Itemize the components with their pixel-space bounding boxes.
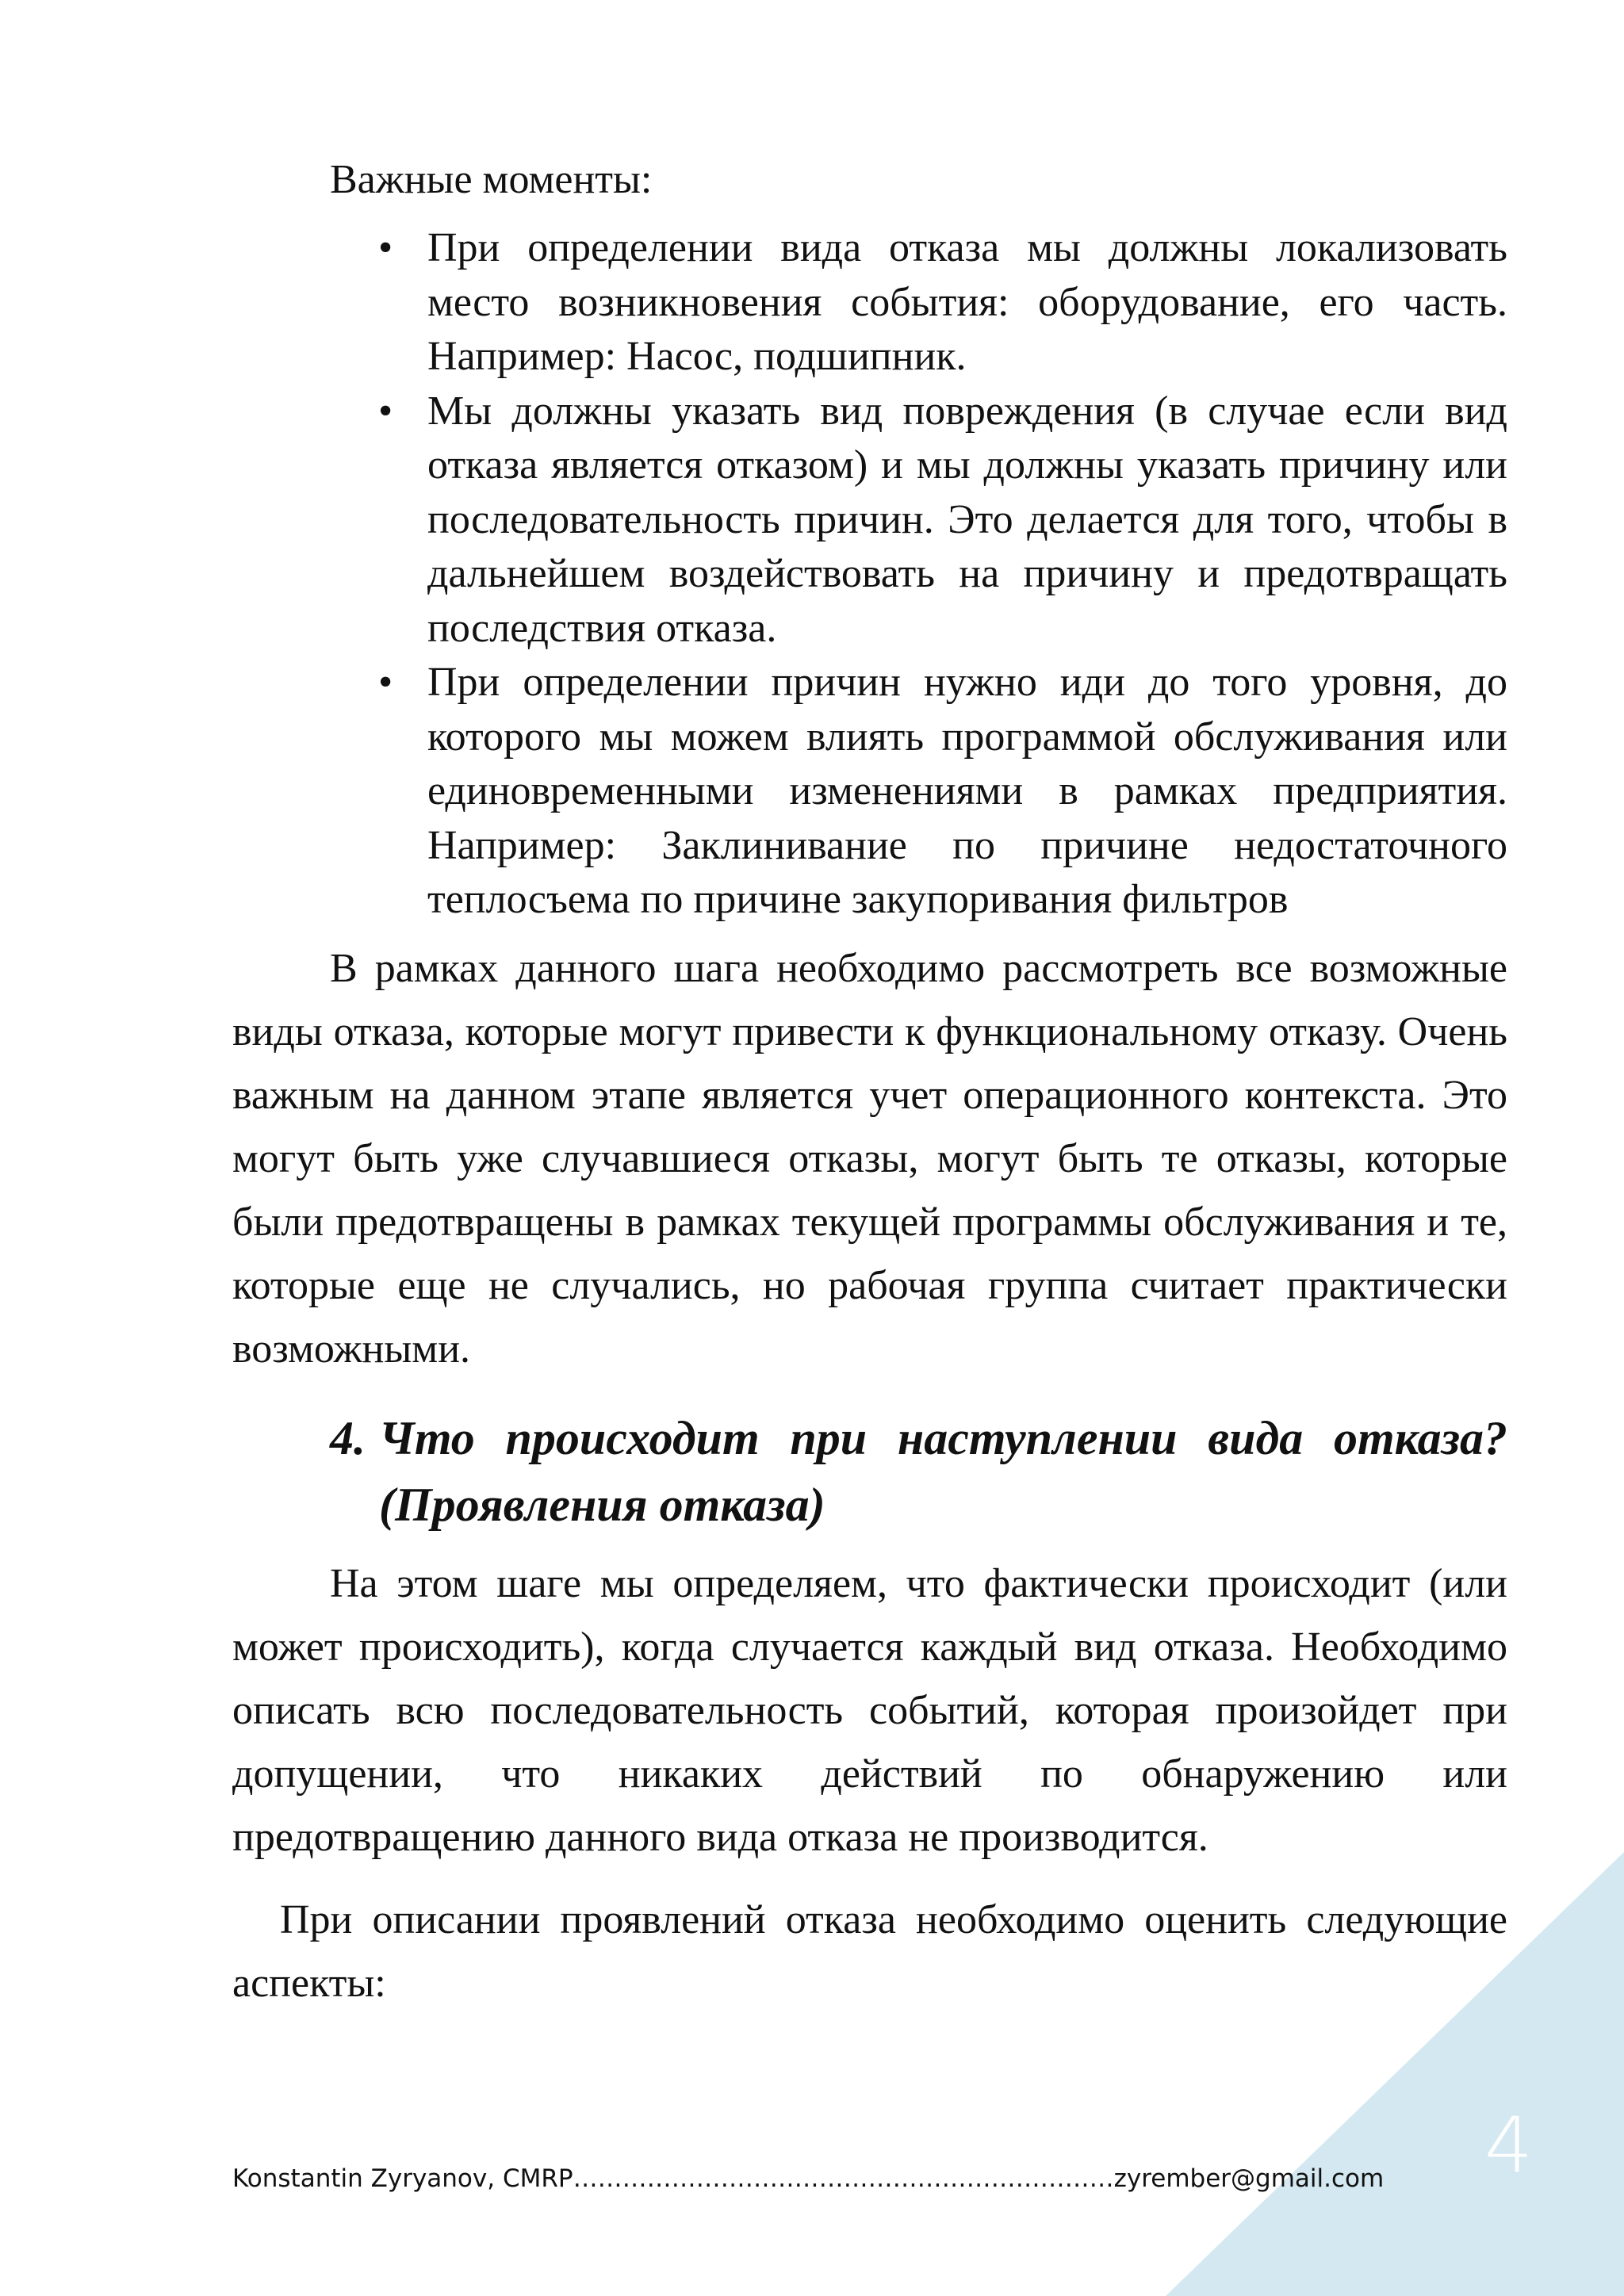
section-number: 4.	[330, 1411, 366, 1464]
page-footer: Konstantin Zyryanov, CMRP…………………………………………………………zyrember@gmail.com	[232, 2164, 1385, 2193]
page-number: 4	[1484, 2101, 1534, 2190]
bullet-item: • При определении причин нужно иди до того уровня, до которого мы можем влиять программой обслуживания или единовременными изменениями в рамках предприятия. Например: Заклинивание по причине недостаточного теплосъема по причине закупоривания фильтров	[427, 656, 1507, 928]
paragraph: На этом шаге мы определяем, что фактически происходит (или может происходить), когда случается каждый вид отказа. Необходимо описать всю последовательность событий, которая произойдет при допущении, что никаких действий по обнаружению или предотвращению данного вида отказа не производится.	[232, 1560, 1507, 1860]
page-content	[232, 147, 1507, 2015]
section-title: Что происходит при наступлении вида отказа? (Проявления отказа)	[379, 1411, 1507, 1531]
paragraph: В рамках данного шага необходимо рассмотреть все возможные виды отказа, которые могут привести к функциональному отказу. Очень важным на данном этапе является учет операционного контекста. Это могут быть уже случавшиеся отказы, могут быть те отказы, которые были предотвращены в рамках текущей программы обслуживания и те, которые еще не случались, но рабочая группа считает практически возможными.	[232, 945, 1507, 1372]
bullet-list	[232, 221, 1507, 928]
intro-text: Важные моменты:	[330, 157, 653, 202]
bullet-item: • Мы должны указать вид повреждения (в случае если вид отказа является отказом) и мы должны указать причину или последовательность причин. Это делается для того, чтобы в дальнейшем воздействовать на причину и предотвращать последствия отказа.	[427, 385, 1507, 656]
paragraph: При описании проявлений отказа необходимо оценить следующие аспекты:	[232, 1896, 1507, 2006]
bullet-item: • При определении вида отказа мы должны локализовать место возникновения события: оборудование, его часть. Например: Насос, подшипник.	[427, 221, 1507, 385]
section-heading	[232, 1405, 1507, 1538]
